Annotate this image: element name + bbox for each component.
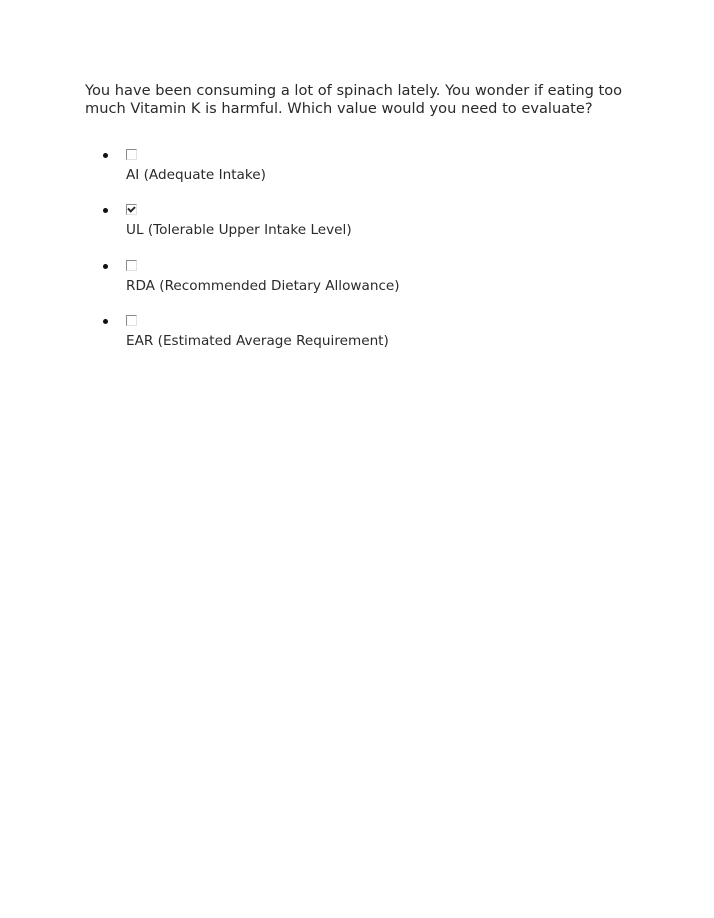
bullet-icon [103,264,108,269]
question-text: You have been consuming a lot of spinach lately. You wonder if eating too much Vitamin K is harmful. Which value would you need to evaluate? [85,82,623,117]
answer-checkbox-ai[interactable] [126,149,137,160]
bullet-icon [103,319,108,324]
answer-label-ear[interactable]: EAR (Estimated Average Requirement) [126,332,389,349]
answer-options-list [85,146,645,367]
answer-label-rda[interactable]: RDA (Recommended Dietary Allowance) [126,277,400,294]
answer-option-rda [85,257,645,312]
answer-checkbox-ul[interactable] [126,204,137,215]
answer-option-ear [85,312,645,367]
answer-checkbox-ear[interactable] [126,315,137,326]
answer-label-ul[interactable]: UL (Tolerable Upper Intake Level) [126,222,352,239]
answer-option-ai [85,146,645,201]
answer-label-ai[interactable]: AI (Adequate Intake) [126,167,266,183]
bullet-icon [103,208,108,213]
answer-checkbox-rda[interactable] [126,260,137,271]
answer-option-ul [85,201,645,256]
bullet-icon [103,153,108,158]
